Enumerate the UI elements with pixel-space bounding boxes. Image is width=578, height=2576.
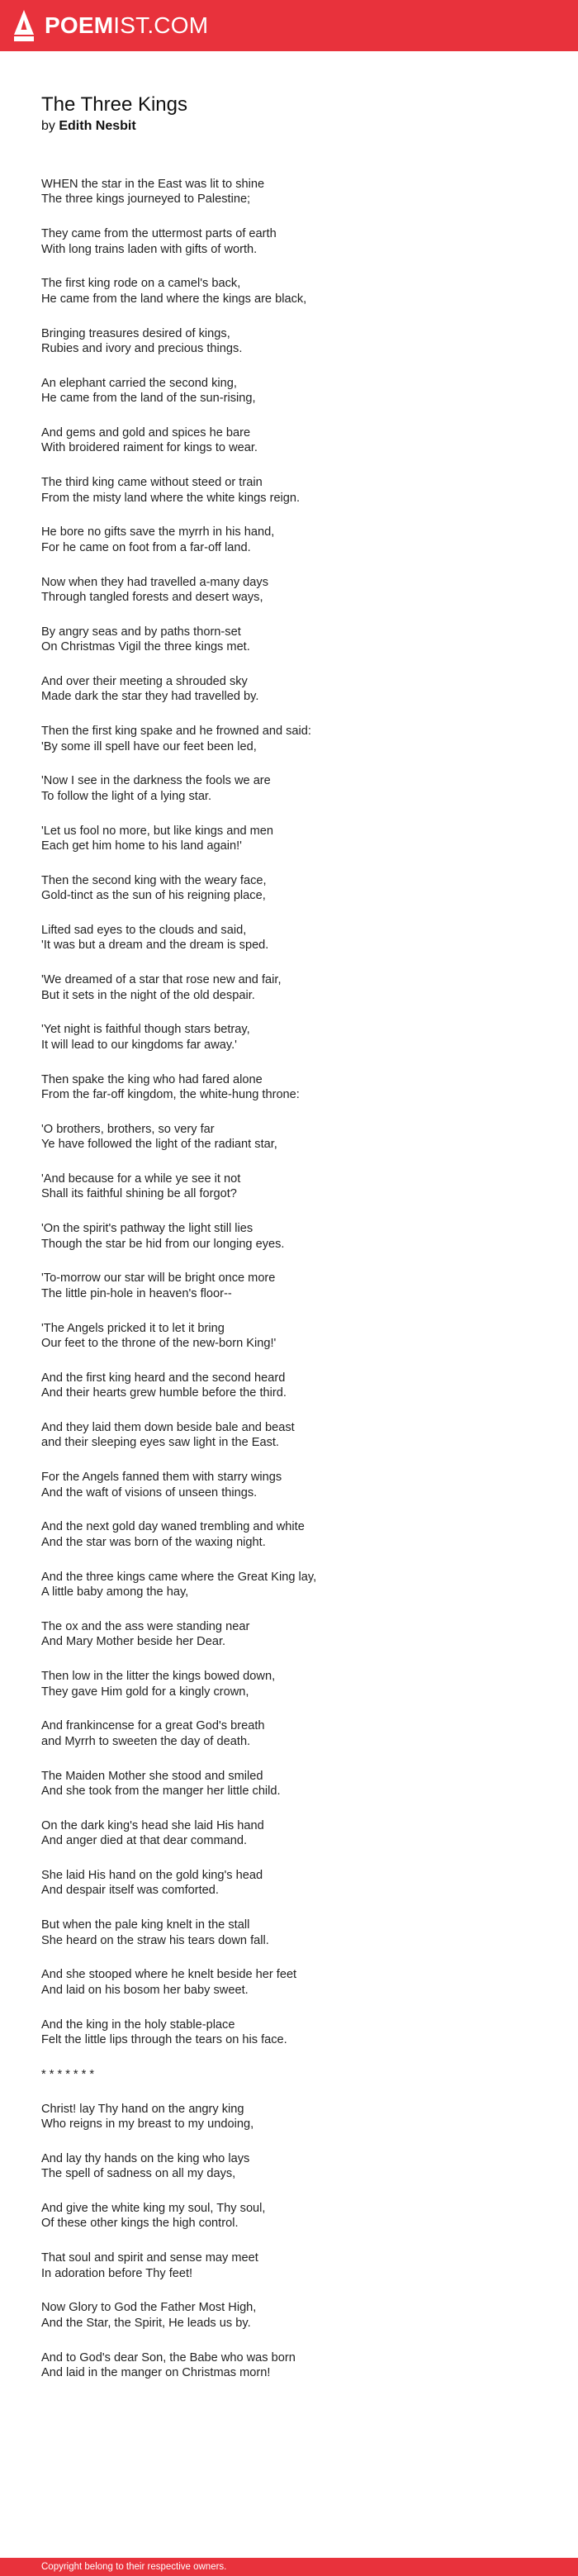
logo-text-bold: POEM: [45, 12, 114, 38]
poem-line: And the waft of visions of unseen things.: [41, 1485, 258, 1499]
site-footer: [0, 2558, 578, 2576]
poem-line: And the first king heard and the second heard: [41, 1371, 286, 1385]
poem-line: He came from the land where the kings are black,: [41, 292, 307, 306]
poem-line: Then low in the litter the kings bowed down,: [41, 1670, 276, 1684]
poem-author: Edith Nesbit: [59, 119, 136, 133]
poem-stanza: [41, 1172, 537, 1202]
poem-body: [41, 177, 537, 2380]
poem-line: And the king in the holy stable-place: [41, 2018, 235, 2032]
poem-stanza: [41, 1470, 537, 1500]
poem-stanza: [41, 1570, 537, 1600]
poem-line: For the Angels fanned them with starry wings: [41, 1471, 282, 1485]
poem-line: Of these other kings the high control.: [41, 2217, 239, 2231]
poem-line: Through tangled forests and desert ways,: [41, 591, 263, 605]
poem-stanza: [41, 873, 537, 904]
poem-stanza: [41, 625, 537, 655]
poem-line: Now Glory to God the Father Most High,: [41, 2301, 257, 2315]
poem-line: Then spake the king who had fared alone: [41, 1072, 263, 1086]
poem-line: 'Yet night is faithful though stars betray,: [41, 1023, 250, 1037]
poem-line: He came from the land of the sun-rising,: [41, 392, 256, 406]
poem-stanza: [41, 276, 537, 307]
poem-title: The Three Kings: [41, 93, 187, 116]
poem-stanza: [41, 1321, 537, 1352]
poem-line: 'By some ill spell have our feet been led,: [41, 739, 257, 753]
poem-line: 'To-morrow our star will be bright once more: [41, 1271, 276, 1286]
poem-stanza: [41, 972, 537, 1003]
poem-line: And to God's dear Son, the Babe who was born: [41, 2350, 296, 2365]
poem-stanza: [41, 1271, 537, 1301]
poem-line: But it sets in the night of the old despair.: [41, 988, 255, 1002]
site-header: [0, 0, 578, 51]
poem-line: 'Let us fool no more, but like kings and men: [41, 824, 274, 838]
poem-stanza: [41, 2067, 537, 2082]
byline-label: by: [41, 119, 55, 133]
poem-line: 'Now I see in the darkness the fools we are: [41, 774, 271, 788]
poem-line: The third king came without steed or train: [41, 476, 263, 490]
site-logo-text: [45, 10, 208, 41]
poem-stanza: [41, 724, 537, 754]
poem-line: And the three kings came where the Great King lay,: [41, 1570, 317, 1584]
poem-line: Made dark the star they had travelled by.: [41, 690, 259, 704]
poem-line: Then the first king spake and he frowned and said:: [41, 725, 311, 739]
poem-line: And she stooped where he knelt beside her feet: [41, 1968, 297, 1982]
poem-line: 'It was but a dream and the dream is sped.: [41, 939, 269, 953]
poem-line: * * * * * * *: [41, 2067, 95, 2081]
poem-line: The first king rode on a camel's back,: [41, 277, 241, 291]
poem-stanza: [41, 824, 537, 854]
poem-stanza: [41, 525, 537, 555]
poem-line: She laid His hand on the gold king's head: [41, 1868, 263, 1882]
poem-line: Rubies and ivory and precious things.: [41, 342, 243, 356]
poem-line: And gems and gold and spices he bare: [41, 426, 251, 440]
poem-stanza: [41, 2300, 537, 2331]
poem-line: The spell of sadness on all my days,: [41, 2167, 236, 2181]
poem-stanza: [41, 1619, 537, 1650]
poem-line: It will lead to our kingdoms far away.': [41, 1038, 237, 1052]
poem-line: And the star was born of the waxing night.: [41, 1535, 266, 1549]
poem-stanza: [41, 575, 537, 606]
poem-line: And they laid them down beside bale and beast: [41, 1421, 295, 1435]
poem-stanza: [41, 1420, 537, 1451]
poem-stanza: [41, 2102, 537, 2132]
poem-stanza: [41, 1669, 537, 1699]
poem-line: and their sleeping eyes saw light in the East.: [41, 1436, 279, 1450]
poem-line: By angry seas and by paths thorn-set: [41, 625, 241, 639]
poem-byline: [41, 117, 537, 135]
poem-stanza: [41, 2151, 537, 2182]
poem-line: And over their meeting a shrouded sky: [41, 675, 248, 689]
poem-line: And laid on his bosom her baby sweet.: [41, 1983, 249, 1997]
poem-line: The Maiden Mother she stood and smiled: [41, 1769, 263, 1783]
poem-line: And laid in the manger on Christmas morn!: [41, 2365, 271, 2379]
poem-stanza: [41, 226, 537, 257]
site-logo-link[interactable]: [13, 10, 208, 41]
poem-line: 'We dreamed of a star that rose new and fair,: [41, 973, 282, 987]
poem-stanza: [41, 1519, 537, 1550]
poem-line: Now when they had travelled a-many days: [41, 575, 268, 589]
poem-line: The ox and the ass were standing near: [41, 1619, 250, 1633]
poem-stanza: [41, 923, 537, 953]
poem-stanza: [41, 1818, 537, 1849]
poem-line: And anger died at that dear command.: [41, 1834, 248, 1848]
poem-line: And frankincense for a great God's breath: [41, 1719, 265, 1733]
poem-stanza: [41, 326, 537, 357]
poem-stanza: [41, 1072, 537, 1103]
poem-line: Ye have followed the light of the radiant star,: [41, 1138, 277, 1152]
poem-line: For he came on foot from a far-off land.: [41, 540, 251, 554]
poem-line: and Myrrh to sweeten the day of death.: [41, 1734, 251, 1748]
poem-line: To follow the light of a lying star.: [41, 789, 212, 803]
poem-stanza: [41, 1718, 537, 1749]
poem-line: Then the second king with the weary face,: [41, 873, 267, 887]
poem-stanza: [41, 2350, 537, 2381]
poem-line: Felt the little lips through the tears on his face.: [41, 2032, 287, 2046]
poem-stanza: [41, 1221, 537, 1252]
poem-stanza: [41, 773, 537, 804]
poem-line: With long trains laden with gifts of worth.: [41, 242, 258, 256]
poem-stanza: [41, 475, 537, 506]
poem-line: On Christmas Vigil the three kings met.: [41, 640, 250, 654]
poem-content: [41, 93, 537, 2400]
poem-line: 'On the spirit's pathway the light still lies: [41, 1222, 253, 1236]
poem-line: And the Star, the Spirit, He leads us by.: [41, 2316, 251, 2330]
poem-line: That soul and spirit and sense may meet: [41, 2251, 258, 2265]
poem-line: 'And because for a while ye see it not: [41, 1172, 241, 1186]
poem-line: WHEN the star in the East was lit to shine: [41, 178, 265, 191]
poem-stanza: [41, 2201, 537, 2231]
poem-stanza: [41, 1918, 537, 1948]
poem-line: Our feet to the throne of the new-born King!': [41, 1337, 277, 1351]
poem-line: A little baby among the hay,: [41, 1585, 189, 1599]
poem-line: In adoration before Thy feet!: [41, 2266, 193, 2280]
poem-line: Lifted sad eyes to the clouds and said,: [41, 924, 247, 938]
poem-line: He bore no gifts save the myrrh in his hand,: [41, 525, 275, 539]
poem-line: From the far-off kingdom, the white-hung throne:: [41, 1088, 300, 1102]
poem-stanza: [41, 2018, 537, 2048]
poem-line: And the next gold day waned trembling and white: [41, 1520, 305, 1534]
poem-line: And lay thy hands on the king who lays: [41, 2151, 250, 2165]
poem-line: And she took from the manger her little child.: [41, 1784, 281, 1798]
poem-stanza: [41, 1371, 537, 1401]
poem-stanza: [41, 1967, 537, 1998]
poem-stanza: [41, 376, 537, 406]
poem-line: Though the star be hid from our longing eyes.: [41, 1237, 285, 1251]
poem-stanza: [41, 1122, 537, 1153]
poem-line: And Mary Mother beside her Dear.: [41, 1635, 226, 1649]
poem-stanza: [41, 674, 537, 705]
poem-stanza: [41, 2250, 537, 2281]
poem-stanza: [41, 177, 537, 207]
poem-line: Bringing treasures desired of kings,: [41, 326, 230, 340]
poem-line: On the dark king's head she laid His hand: [41, 1818, 264, 1832]
logo-text-light: IST.COM: [113, 12, 209, 38]
poem-line: Each get him home to his land again!': [41, 839, 242, 853]
poem-line: They gave Him gold for a kingly crown,: [41, 1685, 249, 1699]
poem-line: The three kings journeyed to Palestine;: [41, 192, 251, 207]
poem-line: An elephant carried the second king,: [41, 376, 237, 390]
poem-line: Shall its faithful shining be all forgot?: [41, 1187, 237, 1201]
poem-line: 'O brothers, brothers, so very far: [41, 1122, 215, 1136]
poem-line: From the misty land where the white kings reign.: [41, 491, 301, 505]
poem-line: They came from the uttermost parts of earth: [41, 227, 277, 241]
pen-nib-icon: [13, 10, 35, 41]
poem-stanza: [41, 1868, 537, 1899]
poem-line: The little pin-hole in heaven's floor--: [41, 1286, 232, 1300]
poem-line: She heard on the straw his tears down fall.: [41, 1933, 269, 1947]
footer-copyright: Copyright belong to their respective owners.: [41, 2562, 227, 2572]
poem-stanza: [41, 1022, 537, 1053]
poem-line: Christ! lay Thy hand on the angry king: [41, 2102, 244, 2116]
poem-line: And despair itself was comforted.: [41, 1884, 219, 1898]
poem-line: And give the white king my soul, Thy soul,: [41, 2201, 266, 2215]
poem-stanza: [41, 1769, 537, 1799]
poem-line: Who reigns in my breast to my undoing,: [41, 2117, 254, 2131]
poem-line: With broidered raiment for kings to wear.: [41, 441, 258, 455]
poem-stanza: [41, 425, 537, 456]
poem-line: But when the pale king knelt in the stall: [41, 1918, 250, 1932]
poem-line: 'The Angels pricked it to let it bring: [41, 1321, 225, 1335]
poem-line: Gold-tinct as the sun of his reigning place,: [41, 889, 266, 903]
poem-line: And their hearts grew humble before the third.: [41, 1386, 287, 1400]
